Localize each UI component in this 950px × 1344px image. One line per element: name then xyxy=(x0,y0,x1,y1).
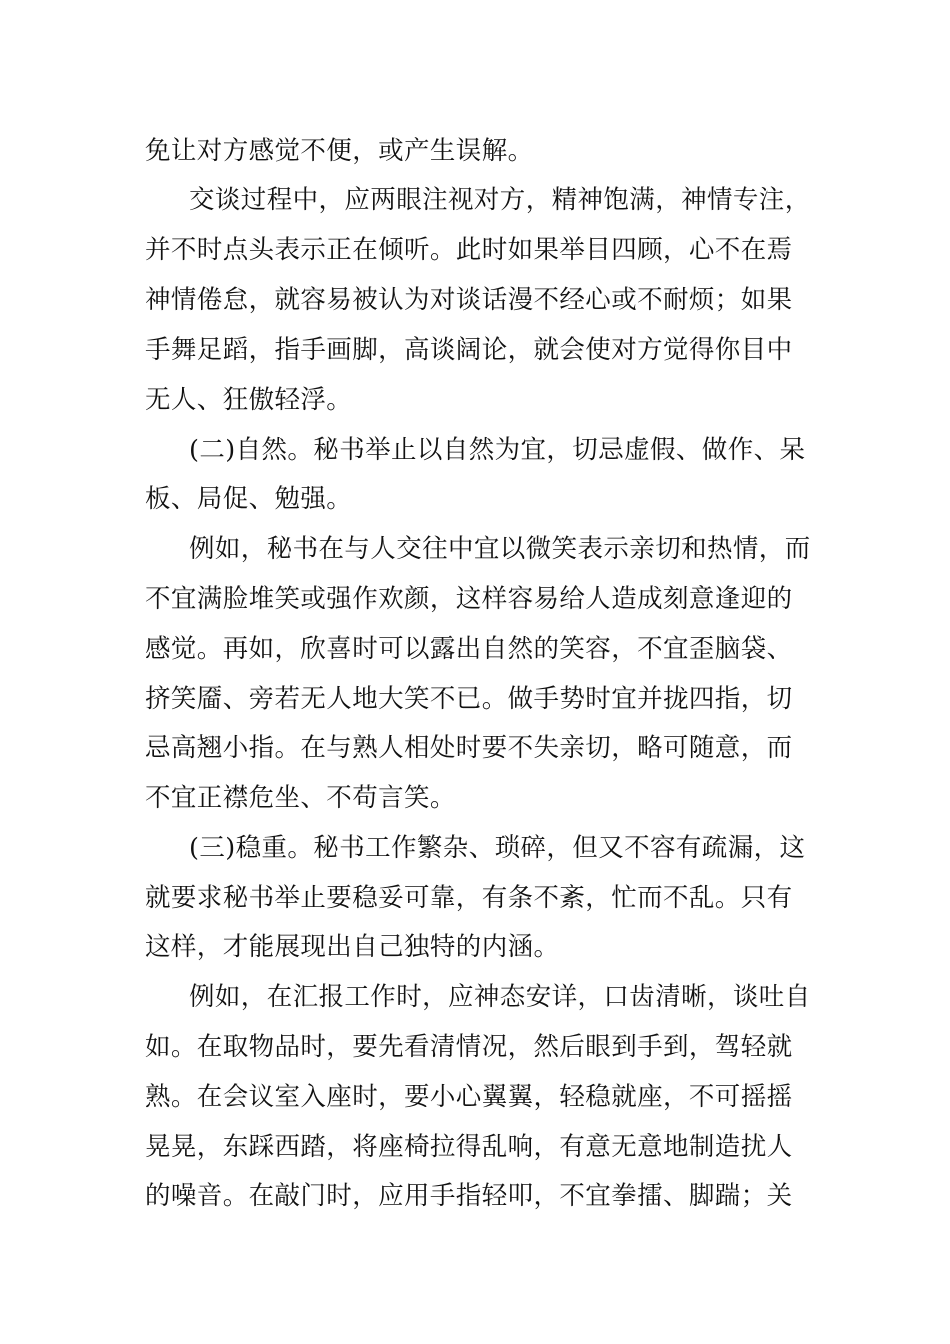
text-line: 这样，才能展现出自己独特的内涵。 xyxy=(145,932,560,962)
text-line: 如。在取物品时，要先看清情况，然后眼到手到，驾轻就 xyxy=(145,1032,793,1062)
text-line: 不宜正襟危坐、不苟言笑。 xyxy=(145,783,456,813)
text-line: 熟。在会议室入座时，要小心翼翼，轻稳就座，不可摇摇 xyxy=(145,1082,793,1112)
text-line: 晃晃，东踩西踏，将座椅拉得乱响，有意无意地制造扰人 xyxy=(145,1132,793,1162)
paragraph-start-line: 例如，在汇报工作时，应神态安详，口齿清晰，谈吐自 xyxy=(189,982,811,1012)
paragraph-start-line: 例如，秘书在与人交往中宜以微笑表示亲切和热情，而 xyxy=(189,534,811,564)
text-line: 并不时点头表示正在倾听。此时如果举目四顾，心不在焉 xyxy=(145,235,793,265)
text-line: 忌高翘小指。在与熟人相处时要不失亲切，略可随意，而 xyxy=(145,733,793,763)
text-line: 神情倦怠，就容易被认为对谈话漫不经心或不耐烦；如果 xyxy=(145,285,793,315)
text-line: 不宜满脸堆笑或强作欢颜，这样容易给人造成刻意逢迎的 xyxy=(145,584,793,614)
text-line: 免让对方感觉不便，或产生误解。 xyxy=(145,136,534,166)
section-heading-line: (三)稳重。秘书工作繁杂、琐碎，但又不容有疏漏，这 xyxy=(189,833,806,863)
text-line: 就要求秘书举止要稳妥可靠，有条不紊，忙而不乱。只有 xyxy=(145,883,793,913)
section-heading-line: (二)自然。秘书举止以自然为宜，切忌虚假、做作、呆 xyxy=(189,435,806,465)
text-line: 手舞足蹈，指手画脚，高谈阔论，就会使对方觉得你目中 xyxy=(145,335,793,365)
text-line: 的噪音。在敲门时，应用手指轻叩，不宜拳擂、脚踹；关 xyxy=(145,1181,793,1211)
text-line: 板、局促、勉强。 xyxy=(145,484,353,514)
text-line: 无人、狂傲轻浮。 xyxy=(145,385,353,415)
text-line: 挤笑靥、旁若无人地大笑不已。做手势时宜并拢四指，切 xyxy=(145,684,793,714)
paragraph-start-line: 交谈过程中，应两眼注视对方，精神饱满，神情专注， xyxy=(189,185,811,215)
text-line: 感觉。再如，欣喜时可以露出自然的笑容，不宜歪脑袋、 xyxy=(145,634,793,664)
